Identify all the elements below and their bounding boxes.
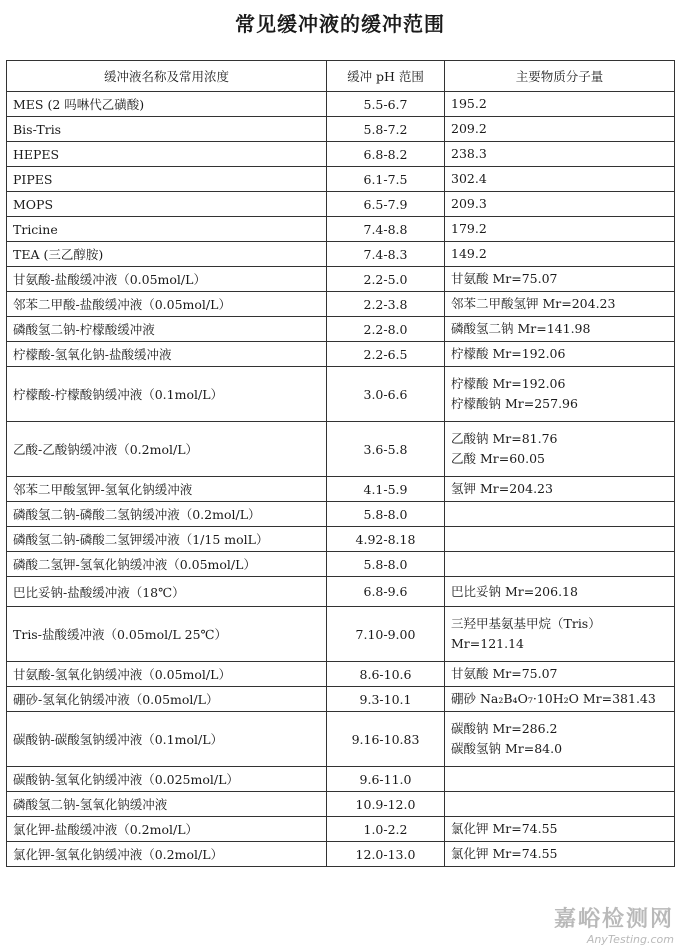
ph-range-cell: 6.1-7.5 <box>327 167 445 192</box>
buffer-name-cell: 柠檬酸-柠檬酸钠缓冲液（0.1mol/L） <box>7 367 327 422</box>
molecular-weight-cell <box>445 792 675 817</box>
table-row <box>7 527 675 552</box>
buffer-name-cell: 磷酸氢二钠-氢氧化钠缓冲液 <box>7 792 327 817</box>
buffer-name-cell: 碳酸钠-碳酸氢钠缓冲液（0.1mol/L） <box>7 712 327 767</box>
table-row <box>7 687 675 712</box>
molecular-weight-line: 三羟甲基氨基甲烷（Tris） <box>451 616 601 631</box>
buffer-table <box>6 60 675 867</box>
buffer-name-cell: MES (2 吗啉代乙磺酸) <box>7 92 327 117</box>
molecular-weight-cell <box>445 342 675 367</box>
molecular-weight-cell <box>445 142 675 167</box>
molecular-weight-cell <box>445 92 675 117</box>
molecular-weight-cell <box>445 502 675 527</box>
molecular-weight-line: 柠檬酸 Mr=192.06 <box>451 376 566 391</box>
table-row <box>7 192 675 217</box>
table-row <box>7 342 675 367</box>
ph-range-cell: 9.3-10.1 <box>327 687 445 712</box>
ph-range-cell: 6.8-9.6 <box>327 577 445 607</box>
ph-range-cell: 9.16-10.83 <box>327 712 445 767</box>
molecular-weight-line: 氯化钾 Mr=74.55 <box>451 846 558 861</box>
ph-range-cell: 6.5-7.9 <box>327 192 445 217</box>
molecular-weight-line: 氢钾 Mr=204.23 <box>451 481 553 496</box>
buffer-name-cell: 柠檬酸-氢氧化钠-盐酸缓冲液 <box>7 342 327 367</box>
table-row <box>7 317 675 342</box>
molecular-weight-line: 195.2 <box>451 96 487 111</box>
table-row <box>7 267 675 292</box>
molecular-weight-cell <box>445 167 675 192</box>
buffer-name-cell: HEPES <box>7 142 327 167</box>
ph-range-cell: 3.6-5.8 <box>327 422 445 477</box>
molecular-weight-cell <box>445 577 675 607</box>
molecular-weight-cell <box>445 477 675 502</box>
buffer-name-cell: 硼砂-氢氧化钠缓冲液（0.05mol/L） <box>7 687 327 712</box>
molecular-weight-line: 碳酸钠 Mr=286.2 <box>451 721 558 736</box>
table-header-row <box>7 61 675 92</box>
molecular-weight-line: Mr=121.14 <box>451 636 524 651</box>
ph-range-cell: 4.92-8.18 <box>327 527 445 552</box>
molecular-weight-cell <box>445 422 675 477</box>
table-row <box>7 367 675 422</box>
buffer-name-cell: 邻苯二甲酸氢钾-氢氧化钠缓冲液 <box>7 477 327 502</box>
molecular-weight-line: 巴比妥钠 Mr=206.18 <box>451 583 578 599</box>
molecular-weight-line: 磷酸氢二钠 Mr=141.98 <box>451 321 591 336</box>
ph-range-cell: 2.2-6.5 <box>327 342 445 367</box>
table-row <box>7 292 675 317</box>
header-molecular-weight: 主要物质分子量 <box>445 61 675 92</box>
molecular-weight-cell <box>445 192 675 217</box>
molecular-weight-cell <box>445 817 675 842</box>
molecular-weight-cell <box>445 712 675 767</box>
ph-range-cell: 8.6-10.6 <box>327 662 445 687</box>
buffer-name-cell: 巴比妥钠-盐酸缓冲液（18℃） <box>7 577 327 607</box>
buffer-name-cell: 氯化钾-盐酸缓冲液（0.2mol/L） <box>7 817 327 842</box>
molecular-weight-line: 乙酸 Mr=60.05 <box>451 451 546 466</box>
table-row <box>7 217 675 242</box>
ph-range-cell: 5.8-7.2 <box>327 117 445 142</box>
molecular-weight-line: 甘氨酸 Mr=75.07 <box>451 271 558 286</box>
ph-range-cell: 6.8-8.2 <box>327 142 445 167</box>
molecular-weight-cell <box>445 292 675 317</box>
buffer-name-cell: TEA (三乙醇胺) <box>7 242 327 267</box>
watermark-en: AnyTesting.com <box>586 933 674 946</box>
ph-range-cell: 7.4-8.3 <box>327 242 445 267</box>
buffer-name-cell: 磷酸氢二钠-磷酸二氢钾缓冲液（1/15 molL） <box>7 527 327 552</box>
watermark-cn: 嘉峪检测网 <box>553 907 674 932</box>
ph-range-cell: 2.2-3.8 <box>327 292 445 317</box>
ph-range-cell: 4.1-5.9 <box>327 477 445 502</box>
buffer-name-cell: 磷酸氢二钠-磷酸二氢钠缓冲液（0.2mol/L） <box>7 502 327 527</box>
buffer-name-cell: Tris-盐酸缓冲液（0.05mol/L 25℃） <box>7 607 327 662</box>
buffer-name-cell: 邻苯二甲酸-盐酸缓冲液（0.05mol/L） <box>7 292 327 317</box>
ph-range-cell: 2.2-5.0 <box>327 267 445 292</box>
molecular-weight-line: 179.2 <box>451 221 487 236</box>
table-row <box>7 242 675 267</box>
molecular-weight-cell <box>445 242 675 267</box>
molecular-weight-cell <box>445 527 675 552</box>
table-row <box>7 712 675 767</box>
molecular-weight-line: 209.3 <box>451 196 487 211</box>
table-row <box>7 117 675 142</box>
molecular-weight-cell <box>445 607 675 662</box>
table-row <box>7 577 675 607</box>
buffer-name-cell: Bis-Tris <box>7 117 327 142</box>
molecular-weight-line: 209.2 <box>451 121 487 136</box>
ph-range-cell: 10.9-12.0 <box>327 792 445 817</box>
molecular-weight-line: 氯化钾 Mr=74.55 <box>451 821 558 836</box>
table-body <box>7 92 675 867</box>
buffer-name-cell: 磷酸二氢钾-氢氧化钠缓冲液（0.05mol/L） <box>7 552 327 577</box>
molecular-weight-cell <box>445 767 675 792</box>
page-title: 常见缓冲液的缓冲范围 <box>235 12 445 36</box>
ph-range-cell: 5.5-6.7 <box>327 92 445 117</box>
ph-range-cell: 7.10-9.00 <box>327 607 445 662</box>
ph-range-cell: 12.0-13.0 <box>327 842 445 867</box>
ph-range-cell: 5.8-8.0 <box>327 502 445 527</box>
molecular-weight-line: 柠檬酸 Mr=192.06 <box>451 346 566 361</box>
table-row <box>7 477 675 502</box>
buffer-name-cell: 氯化钾-氢氧化钠缓冲液（0.2mol/L） <box>7 842 327 867</box>
buffer-name-cell: MOPS <box>7 192 327 217</box>
molecular-weight-line: 柠檬酸钠 Mr=257.96 <box>451 396 578 411</box>
buffer-name-cell: 甘氨酸-氢氧化钠缓冲液（0.05mol/L） <box>7 662 327 687</box>
table-row <box>7 167 675 192</box>
table-row <box>7 607 675 662</box>
ph-range-cell: 2.2-8.0 <box>327 317 445 342</box>
table-row <box>7 142 675 167</box>
ph-range-cell: 1.0-2.2 <box>327 817 445 842</box>
buffer-name-cell: PIPES <box>7 167 327 192</box>
buffer-name-cell: 磷酸氢二钠-柠檬酸缓冲液 <box>7 317 327 342</box>
molecular-weight-cell <box>445 217 675 242</box>
table-row <box>7 92 675 117</box>
table-row <box>7 767 675 792</box>
molecular-weight-cell <box>445 552 675 577</box>
table-row <box>7 662 675 687</box>
ph-range-cell: 3.0-6.6 <box>327 367 445 422</box>
table-row <box>7 502 675 527</box>
molecular-weight-cell <box>445 367 675 422</box>
molecular-weight-line: 邻苯二甲酸氢钾 Mr=204.23 <box>451 296 616 311</box>
header-name: 缓冲液名称及常用浓度 <box>7 61 327 92</box>
molecular-weight-cell <box>445 662 675 687</box>
buffer-name-cell: 乙酸-乙酸钠缓冲液（0.2mol/L） <box>7 422 327 477</box>
molecular-weight-line: 302.4 <box>451 171 487 186</box>
molecular-weight-line: 碳酸氢钠 Mr=84.0 <box>451 741 563 756</box>
table-row <box>7 842 675 867</box>
table-row <box>7 552 675 577</box>
buffer-name-cell: Tricine <box>7 217 327 242</box>
molecular-weight-line: 238.3 <box>451 146 487 161</box>
watermark-logo <box>554 902 674 946</box>
table-row <box>7 817 675 842</box>
molecular-weight-cell <box>445 117 675 142</box>
ph-range-cell: 7.4-8.8 <box>327 217 445 242</box>
header-ph-range: 缓冲 pH 范围 <box>327 61 445 92</box>
molecular-weight-cell <box>445 267 675 292</box>
molecular-weight-cell <box>445 687 675 712</box>
ph-range-cell: 9.6-11.0 <box>327 767 445 792</box>
molecular-weight-cell <box>445 842 675 867</box>
table-row <box>7 422 675 477</box>
molecular-weight-cell <box>445 317 675 342</box>
buffer-name-cell: 甘氨酸-盐酸缓冲液（0.05mol/L） <box>7 267 327 292</box>
buffer-name-cell: 碳酸钠-氢氧化钠缓冲液（0.025mol/L） <box>7 767 327 792</box>
molecular-weight-line: 甘氨酸 Mr=75.07 <box>451 666 558 681</box>
ph-range-cell: 5.8-8.0 <box>327 552 445 577</box>
molecular-weight-line: 硼砂 Na₂B₄O₇·10H₂O Mr=381.43 <box>451 691 656 706</box>
table-row <box>7 792 675 817</box>
molecular-weight-line: 149.2 <box>451 246 487 261</box>
molecular-weight-line: 乙酸钠 Mr=81.76 <box>451 431 558 446</box>
